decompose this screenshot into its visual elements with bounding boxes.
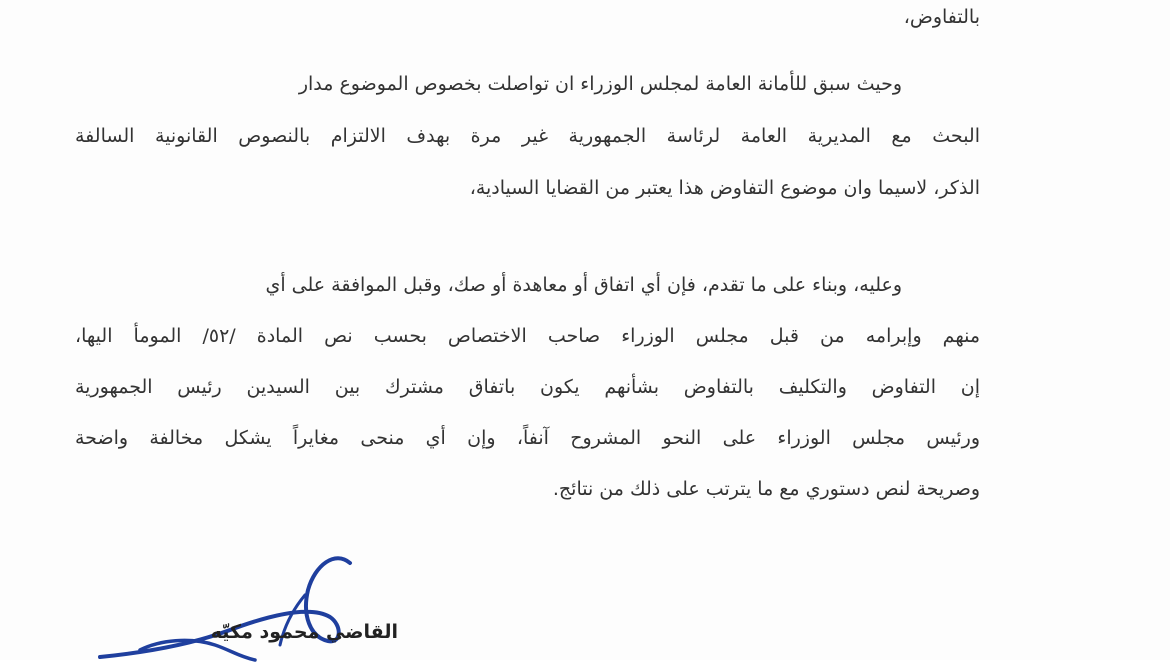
text-line-5: وعليه، وبناء على ما تقدم، فإن أي اتفاق أو معاهدة أو صك، وقبل الموافقة على أي [265,274,902,296]
text-line-4: الذكر، لاسيما وان موضوع التفاوض هذا يعتبر من القضايا السيادية، [469,177,980,199]
text-line-2: وحيث سبق للأمانة العامة لمجلس الوزراء ان تواصلت بخصوص الموضوع مدار [298,73,902,95]
text-line-8: ورئيس مجلس الوزراء على النحو المشروح آنفاً، وإن أي منحى مغايراً يشكل مخالفة واضحة [75,427,980,449]
text-line-3: البحث مع المديرية العامة لرئاسة الجمهورية غير مرة بهدف الالتزام بالنصوص القانونية السالفة [75,125,980,147]
signatory-name: القاضي محمود مكيّه [210,621,398,643]
text-line-1: بالتفاوض، [903,6,980,28]
handwritten-signature [80,545,380,665]
text-line-7: إن التفاوض والتكليف بالتفاوض بشأنهم يكون باتفاق مشترك بين السيدين رئيس الجمهورية [75,376,980,398]
text-line-9: وصريحة لنص دستوري مع ما يترتب على ذلك من نتائج. [552,478,980,500]
text-line-6: منهم وإبرامه من قبل مجلس الوزراء صاحب الاختصاص بحسب نص المادة /٥٢/ المومأ اليها، [75,325,980,347]
